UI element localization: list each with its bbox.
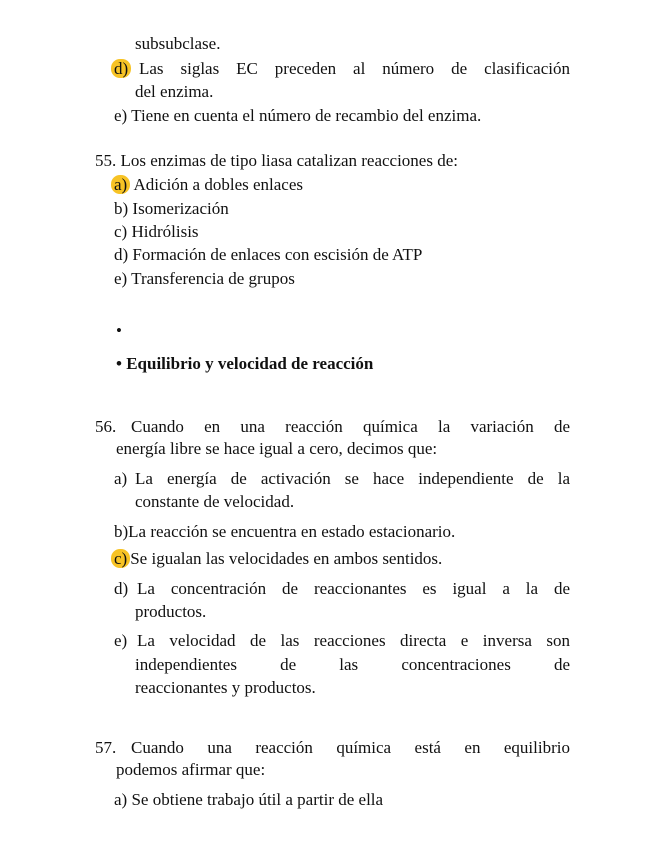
q57-question-line2: podemos afirmar que: [116,760,266,779]
q55-option-e-text: Transferencia de grupos [131,269,295,288]
q56-option-e-line2: independientes de las concentraciones de [135,655,570,674]
empty-bullet: • [116,321,122,340]
section-heading [116,353,373,375]
q56-option-b-marker: b) [114,522,129,541]
q56-option-c-text: Se igualan las velocidades en ambos sentidos. [130,549,443,568]
q57-option-a [114,789,383,811]
q56-question-line2: energía libre se hace igual a cero, decimos que: [116,439,438,458]
q55-option-a-marker: a) [111,175,130,194]
q54-option-d-line2: del enzima. [135,82,214,101]
q54-option-d-marker: d) [111,59,131,78]
q56-option-e-line1: La velocidad de las reacciones directa e inversa son [137,631,570,650]
q57-option-a-marker: a) [114,790,128,809]
q55-option-b-text: Isomerización [132,199,229,218]
q56-question-line1: Cuando en una reacción química la variación de [131,417,570,436]
q55-option-e-marker: e) [114,269,128,288]
q57-number: 57. [95,738,117,757]
q54-option-e-text: Tiene en cuenta el número de recambio del enzima. [131,106,482,125]
q56-option-a-line1: La energía de activación se hace independiente de la [135,469,570,488]
q56-option-a-line2: constante de velocidad. [135,492,295,511]
q55-option-d [114,244,422,266]
q57-option-a-text: Se obtiene trabajo útil a partir de ella [131,790,384,809]
q55-option-a [114,174,303,196]
q56-option-b-text: La reacción se encuentra en estado estacionario. [128,522,456,541]
q56-number: 56. [95,417,117,436]
q55-option-c-marker: c) [114,222,128,241]
q54-option-e-marker: e) [114,106,128,125]
section-heading-text: Equilibrio y velocidad de reacción [126,354,374,373]
q56-option-d-line1: La concentración de reaccionantes es igual a la de [137,579,570,598]
q54-option-d-text: Las siglas EC preceden al número de clasificación [139,59,570,78]
q55-question-text: Los enzimas de tipo liasa catalizan reacciones de: [120,151,458,170]
q55-option-a-text: Adición a dobles enlaces [133,175,303,194]
q56-option-c-marker: c) [111,549,130,568]
q56-option-a-marker: a) [114,469,128,488]
q56-option-e-marker: e) [114,631,128,650]
q56-option-b [114,521,455,543]
q55-option-b-marker: b) [114,199,129,218]
q55-option-d-text: Formación de enlaces con escisión de ATP [132,245,423,264]
q55-question [95,150,458,172]
q56-option-e-line3: reaccionantes y productos. [135,678,316,697]
q56-option-c [114,548,442,570]
q56-option-d-marker: d) [114,579,129,598]
q54-continuation: subsubclase. [135,34,221,53]
q55-option-d-marker: d) [114,245,129,264]
q55-number: 55. [95,151,117,170]
section-heading-bullet: • [116,354,122,373]
q56-option-d-line2: productos. [135,602,207,621]
q57-question-line1: Cuando una reacción química está en equilibrio [131,738,570,757]
q55-option-c-text: Hidrólisis [131,222,199,241]
q55-option-b [114,198,229,220]
q55-option-c [114,221,199,243]
q55-option-e [114,268,295,290]
q54-option-e [114,105,481,127]
